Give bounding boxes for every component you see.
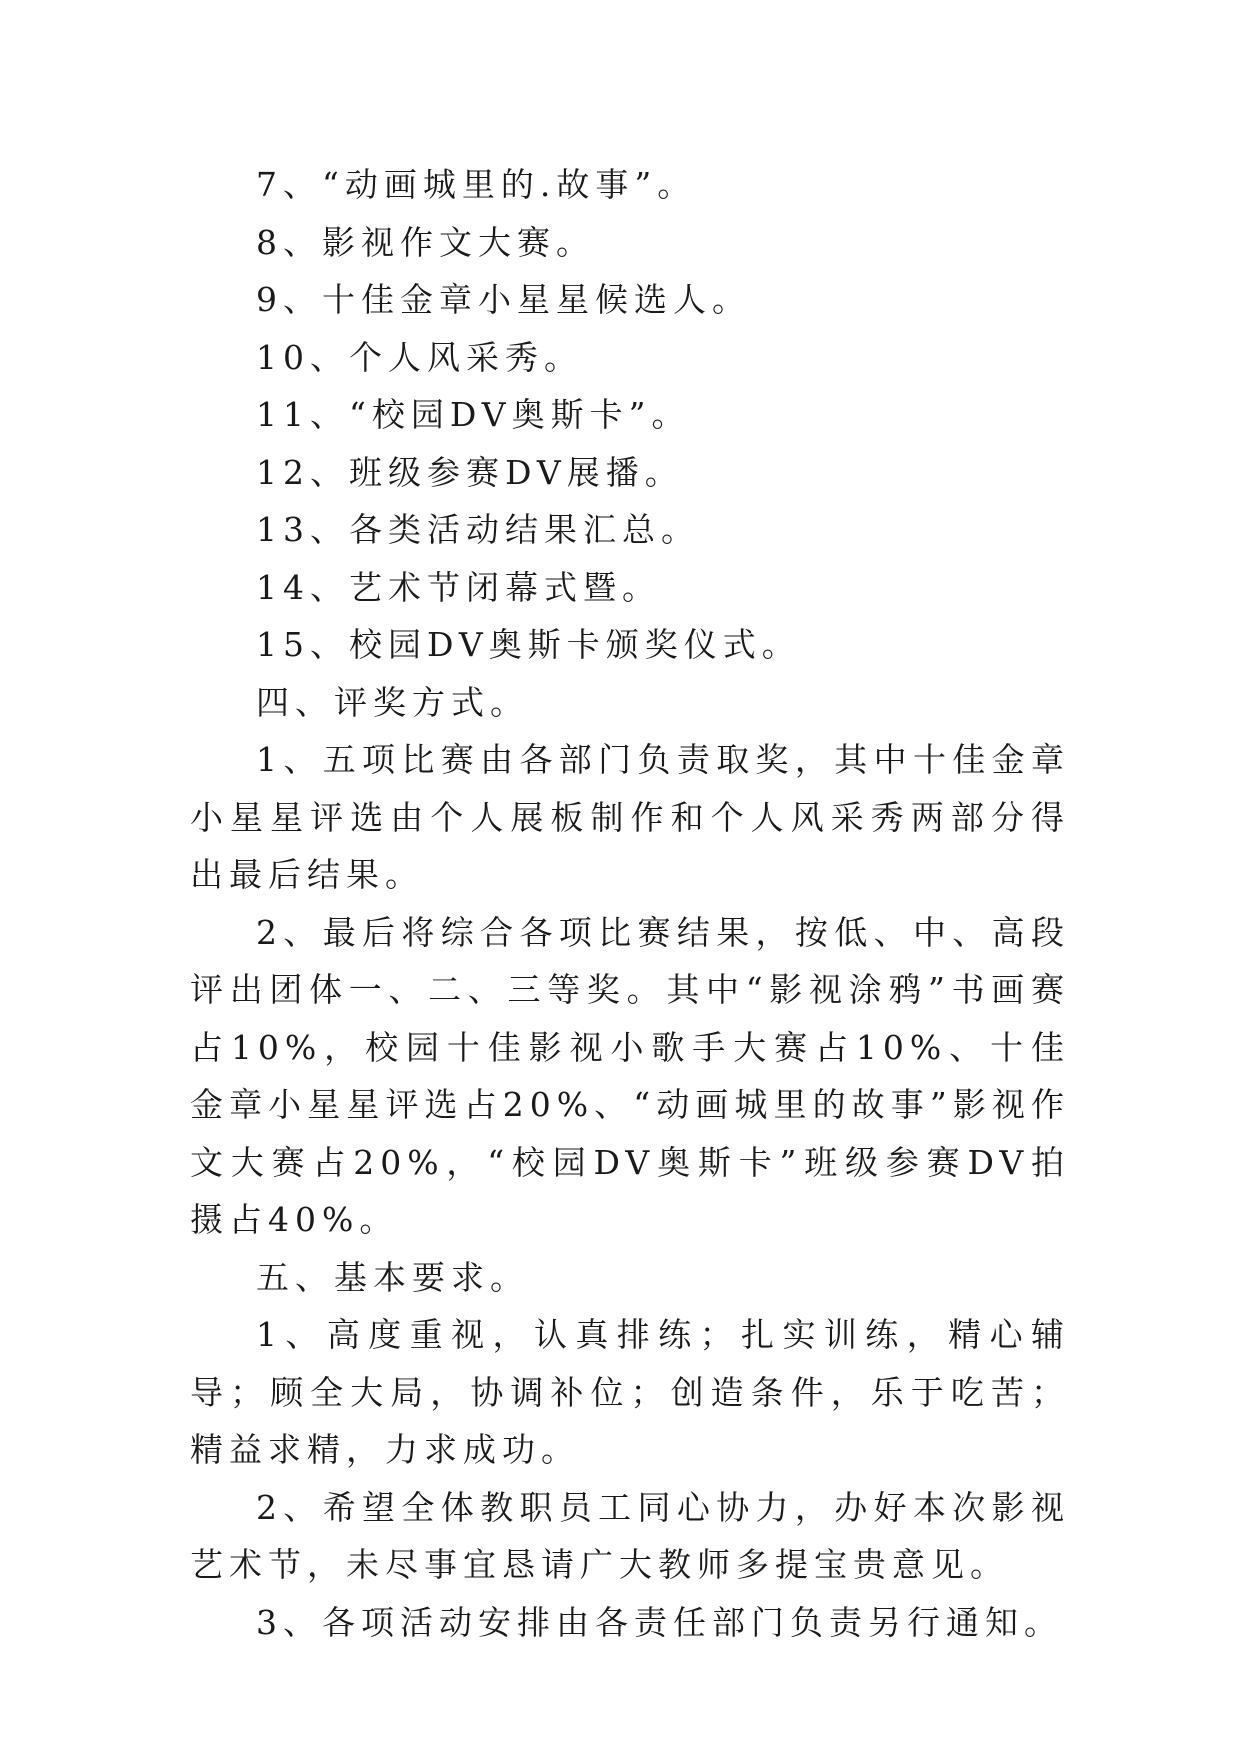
- list-item-13: 13、各类活动结果汇总。: [256, 510, 700, 549]
- list-item-12: 12、班级参赛DV展播。: [256, 452, 684, 492]
- list-item-14: 14、艺术节闭幕式暨。: [256, 567, 661, 607]
- requirements-paragraph-3: 3、各项活动安排由各责任部门负责另行通知。: [256, 1602, 1063, 1642]
- list-item-10: 10、个人风采秀。: [256, 337, 583, 377]
- requirements-paragraph-2: 2、希望全体教职员工同心协力，办好本次影视艺术节，未尽事宜恳请广大教师多提宝贵意见。: [190, 1487, 1070, 1584]
- list-item-11: 11、“校园DV奥斯卡”。: [256, 395, 691, 434]
- list-item-7: 7、“动画城里的.故事”。: [256, 165, 697, 204]
- list-item-8: 8、影视作文大赛。: [256, 222, 595, 262]
- awards-paragraph-1: 1、五项比赛由各部门负责取奖，其中十佳金章小星星评选由个人展板制作和个人风采秀两部分得出最后结果。: [190, 740, 1070, 894]
- section-heading-awards: 四、评奖方式。: [256, 682, 529, 722]
- requirements-paragraph-1: 1、高度重视，认真排练；扎实训练，精心辅导；顾全大局，协调补位；创造条件，乐于吃苦；精益求精，力求成功。: [190, 1315, 1070, 1469]
- section-heading-requirements: 五、基本要求。: [256, 1257, 529, 1297]
- awards-paragraph-2: 2、最后将综合各项比赛结果，按低、中、高段评出团体一、二、三等奖。其中“影视涂鸦”书画赛占10%，校园十佳影视小歌手大赛占10%、十佳金章小星星评选占20%、“动画城里的故事”影视作文大赛占20%，“校园DV奥斯卡”班级参赛DV拍摄占40%。: [190, 912, 1070, 1239]
- document-body: [190, 156, 1070, 1651]
- list-item-15: 15、校园DV奥斯卡颁奖仪式。: [256, 625, 801, 664]
- list-item-9: 9、十佳金章小星星候选人。: [256, 280, 751, 319]
